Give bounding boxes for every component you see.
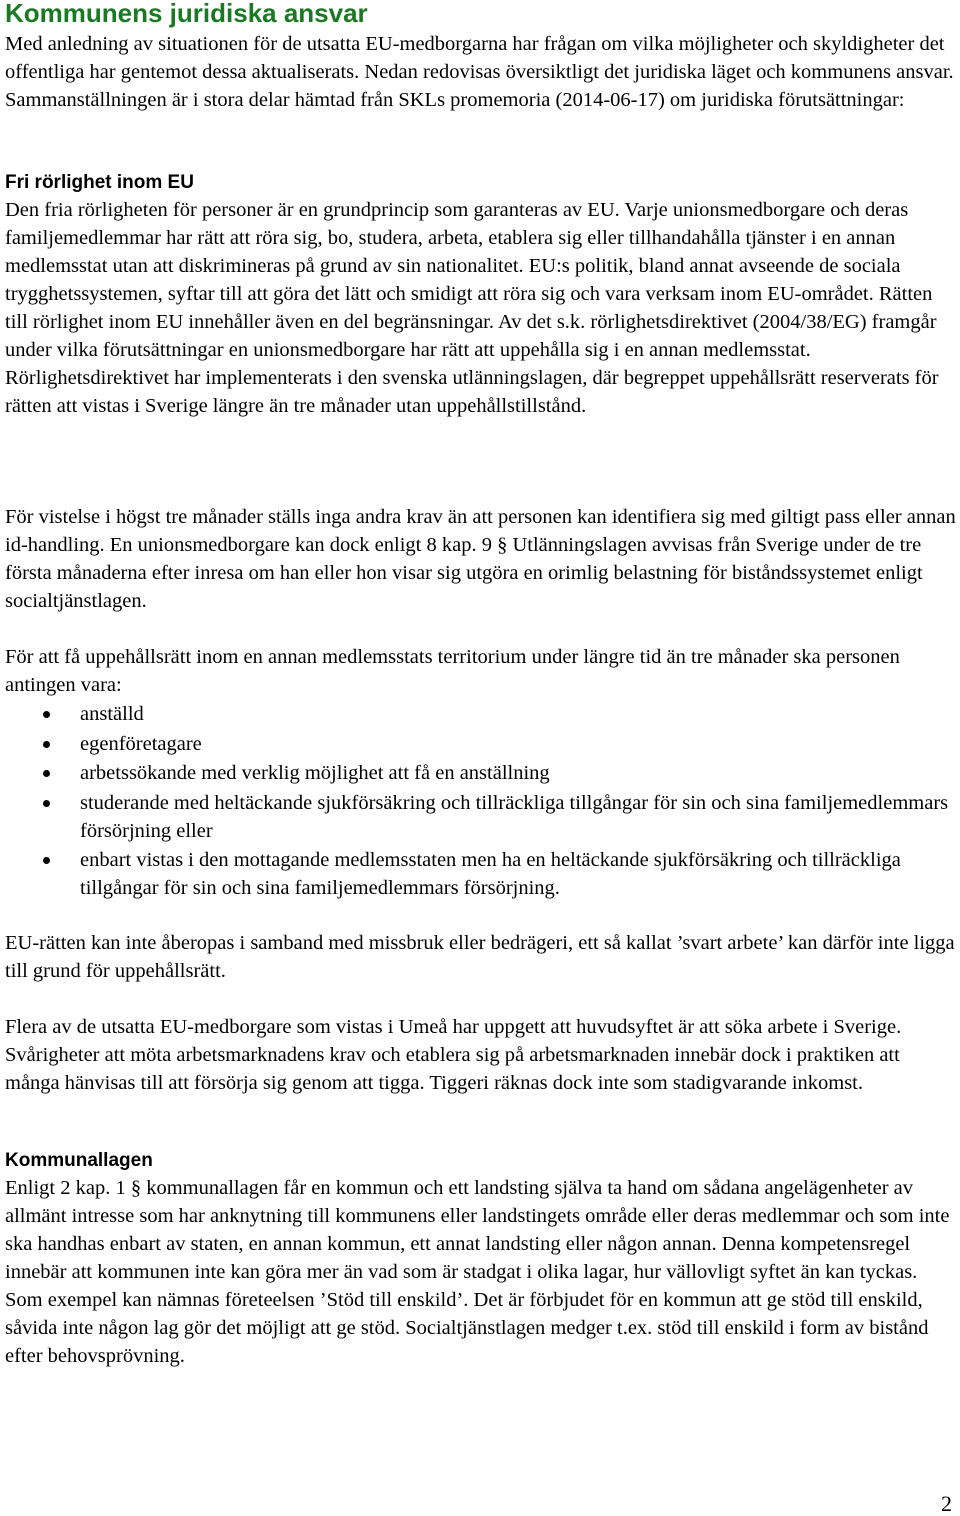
list-item: anställd	[0, 700, 956, 728]
bullet-icon	[43, 741, 50, 748]
list-item: studerande med heltäckande sjukförsäkring och tillräckliga tillgångar för sin och sina familjemedlemmars försörjning eller	[0, 789, 956, 845]
list-item: egenföretagare	[0, 730, 956, 758]
paragraph-fri-rorlighet: Den fria rörligheten för personer är en grundprincip som garanteras av EU. Varje unionsmedborgare och deras familjemedlemmar har rätt att röra sig, bo, studera, arbeta, etablera sig eller tillhandahålla tjänster i en annan medlemsstat utan att diskrimineras på grund av sin nationalitet. EU:s politik, bland annat avseende de sociala trygghetssystemen, syftar till att göra det lätt och smidigt att röra sig och vara verksam inom EU-området. Rätten till rörlighet inom EU innehåller även en del begränsningar. Av det s.k. rörlighetsdirektivet (2004/38/EG) framgår under vilka förutsättningar en unionsmedborgare har rätt att uppehålla sig i en annan medlemsstat. Rörlighetsdirektivet har implementerats i den svenska utlänningslagen, där begreppet uppehållsrätt reserverats för rätten att vistas i Sverige längre än tre månader utan uppehållstillstånd.	[5, 199, 939, 417]
page-title: Kommunens juridiska ansvar	[5, 0, 368, 28]
bullet-icon	[43, 857, 50, 864]
paragraph-eu-ratten: EU-rätten kan inte åberopas i samband med missbruk eller bedrägeri, ett så kallat ’svart arbete’ kan därför inte ligga till grund för uppehållsrätt.	[5, 932, 955, 982]
requirements-list	[0, 700, 956, 904]
page-number: 2	[941, 1491, 952, 1516]
paragraph-uppehallsratt: För att få uppehållsrätt inom en annan medlemsstats territorium under längre tid än tre månader ska personen antingen vara:	[5, 646, 900, 696]
list-item: arbetssökande med verklig möjlighet att få en anställning	[0, 759, 956, 787]
bullet-icon	[43, 770, 50, 777]
list-item: enbart vistas i den mottagande medlemsstaten men ha en heltäckande sjukförsäkring och tillräckliga tillgångar för sin och sina familjemedlemmars försörjning.	[0, 846, 956, 902]
paragraph-vistelse: För vistelse i högst tre månader ställs inga andra krav än att personen kan identifiera sig med giltigt pass eller annan id-handling. En unionsmedborgare kan dock enligt 8 kap. 9 § Utlänningslagen avvisas från Sverige under de tre första månaderna efter inresa om han eller hon visar sig utgöra en orimlig belastning för biståndssystemet enligt socialtjänstlagen.	[5, 506, 956, 612]
section-heading-fri-rorlighet: Fri rörlighet inom EU	[5, 172, 194, 193]
section-heading-kommunallagen: Kommunallagen	[5, 1150, 153, 1171]
intro-paragraph: Med anledning av situationen för de utsatta EU-medborgarna har frågan om vilka möjligheter och skyldigheter det offentliga har gentemot dessa aktualiserats. Nedan redovisas översiktligt det juridiska läget och kommunens ansvar. Sammanställningen är i stora delar hämtad från SKLs promemoria (2014-06-17) om juridiska förutsättningar:	[5, 33, 954, 111]
paragraph-kommunallagen: Enligt 2 kap. 1 § kommunallagen får en kommun och ett landsting själva ta hand om sådana angelägenheter av allmänt intresse som har anknytning till kommunens eller landstingets område eller deras medlemmar och som inte ska handhas enbart av staten, en annan kommun, ett annat landsting eller någon annan. Denna kompetensregel innebär att kommunen inte kan göra mer än vad som är stadgat i olika lagar, hur vällovligt syftet än kan tyckas. Som exempel kan nämnas företeelsen ’Stöd till enskild’. Det är förbjudet för en kommun att ge stöd till enskild, såvida inte någon lag gör det möjligt att ge stöd. Socialtjänstlagen medger t.ex. stöd till enskild i form av bistånd efter behovsprövning.	[5, 1177, 950, 1367]
bullet-icon	[43, 711, 50, 718]
paragraph-umea: Flera av de utsatta EU-medborgare som vistas i Umeå har uppgett att huvudsyftet är att söka arbete i Sverige. Svårigheter att möta arbetsmarknadens krav och etablera sig på arbetsmarknaden innebär dock i praktiken att många hänvisas till att försörja sig genom att tigga. Tiggeri räknas dock inte som stadigvarande inkomst.	[5, 1016, 902, 1094]
bullet-icon	[43, 800, 50, 807]
